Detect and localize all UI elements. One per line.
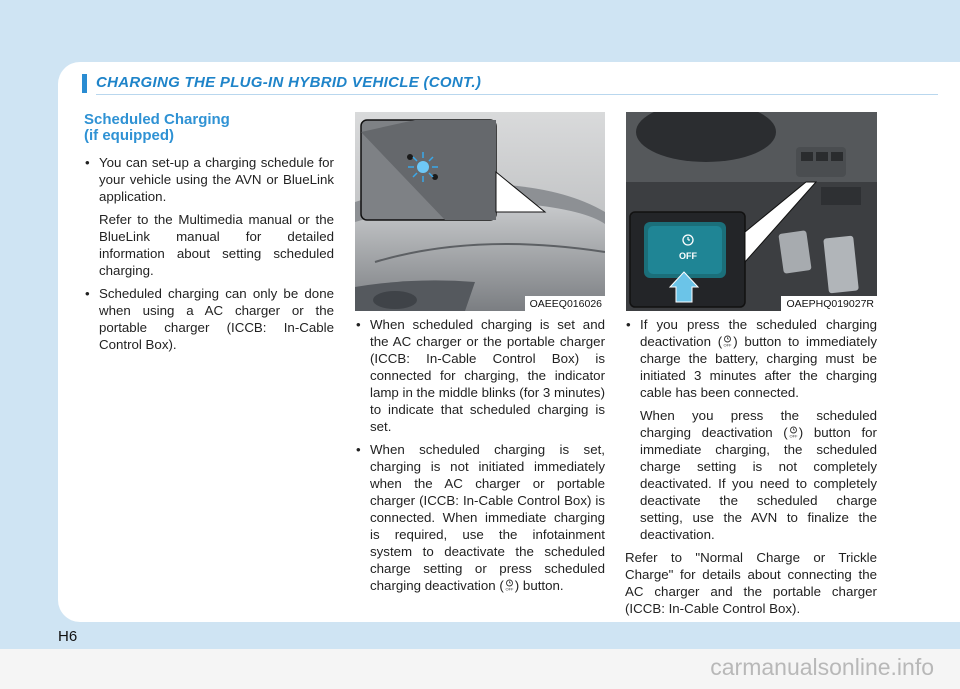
watermark: carmanualsonline.info [710,654,934,680]
bullet-text: If you press the scheduled charging deactivation ( [640,317,877,349]
indented-paragraph: Refer to the Multimedia manual or the BlueLink manual for detailed information about setting scheduled charging. [99,212,334,278]
section-heading-line1: Scheduled Charging [84,111,230,128]
title-accent-bar [82,74,87,93]
paragraph: Refer to "Normal Charge or Trickle Charge" for details about connecting the AC charger and the portable charger (ICCB: In-Cable Control Box). [625,550,877,616]
off-button-label: OFF [679,251,697,261]
page-title: CHARGING THE PLUG-IN HYBRID VEHICLE (CONT.) [96,74,482,91]
svg-text:OFF: OFF [789,433,798,438]
bullet-item [625,316,877,401]
section-heading [84,112,230,144]
scheduled-charging-off-icon [504,578,515,590]
bullet-text: When scheduled charging is set, charging is not initiated immediately when the AC charger or portable charger (ICCB: In-Cable Control Box) is connected. When immediate charging is required, use the infotainment system to deactivate the scheduled charge setting or press scheduled charging deactivation ( [370,442,605,593]
paragraph-text: When you press the scheduled charging deactivation ( [640,408,877,440]
title-divider [96,94,938,95]
bullet-item: • You can set-up a charging schedule for your vehicle using the AVN or BlueLink application. [84,154,334,205]
column-2 [355,316,605,600]
scheduled-charging-off-button-illustration [626,112,877,311]
scheduled-charging-off-icon [788,425,799,437]
footer-band [0,649,960,689]
bullet-text: ) button to immediately charge the battery, charging must be initiated 3 minutes after the charging cable has been connected. [640,334,877,400]
bullet-item [355,441,605,594]
bullet-text: ) button. [514,578,564,593]
bullet-item: • Scheduled charging can only be done when using a AC charger or the portable charger (ICCB: In-Cable Control Box). [84,285,334,353]
image-code: OAEPHQ019027R [781,296,877,311]
section-heading-line2: (if equipped) [84,127,174,144]
car-hood-illustration [355,112,605,311]
indented-paragraph [625,407,877,543]
paragraph-text: ) button for immediate charging, the scheduled charge setting is not completely deactivated. If you need to completely deactivate the scheduled charge setting, use the AVN to finalize the deactivation. [640,425,877,542]
scheduled-charging-off-icon [722,334,733,346]
image-code: OAEEQ016026 [525,296,605,311]
column-1 [84,154,334,359]
svg-text:OFF: OFF [505,586,514,591]
svg-text:OFF: OFF [723,342,732,347]
column-3 [625,316,877,623]
bullet-item: • When scheduled charging is set and the AC charger or the portable charger (ICCB: In-Cable Control Box) is connected for charging, the indicator lamp in the middle blinks (for 3 minutes) to indicate that scheduled charging is set. [355,316,605,435]
page-number: H6 [58,628,78,645]
